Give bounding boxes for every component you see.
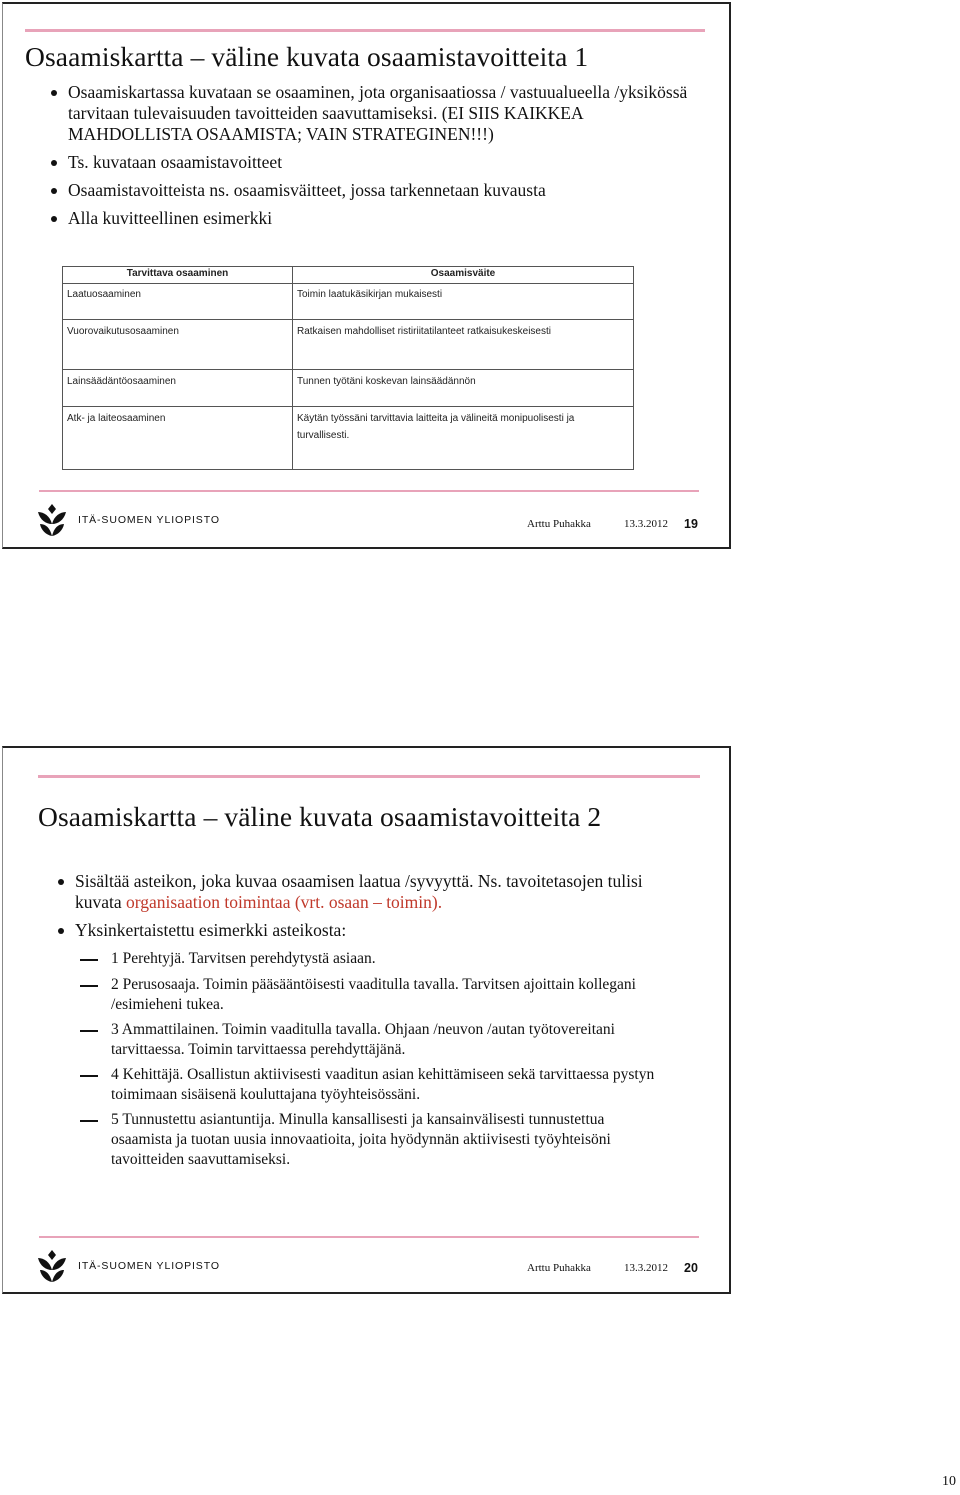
author-label: Arttu Puhakka [527,518,591,530]
bullet-item: Yksinkertaistettu esimerkki asteikosta: [58,920,688,941]
logo-wordmark: ITÄ-SUOMEN YLIOPISTO [78,514,220,526]
footer-rule [39,490,699,492]
bullet-item [58,871,688,913]
table-cell: Vuorovaikutusosaaminen [63,320,293,370]
date-label: 13.3.2012 [624,518,668,530]
slide-number: 20 [684,1261,698,1275]
level-item: 4 Kehittäjä. Osallistun aktiivisesti vaaditun asian kehittämiseen sekä tarvittaessa pystyn toimimaan sisäisenä kouluttajana työyhteisössäni. [80,1065,660,1105]
level-item: 3 Ammattilainen. Toimin vaaditulla tavalla. Ohjaan /neuvon /autan työtovereitani tarvittaessa. Toimin tarvittaessa perehdyttäjänä. [80,1020,660,1060]
competence-table [62,266,634,470]
level-item: 2 Perusosaaja. Toimin pääsääntöisesti vaaditulla tavalla. Tarvitsen ajoittain kollegani /esimieheni tukea. [80,975,660,1015]
column-header: Osaamisväite [293,267,634,284]
footer-rule [39,1236,699,1238]
slide-title: Osaamiskartta – väline kuvata osaamistavoitteita 2 [38,801,602,832]
table-cell: Käytän työssäni tarvittavia laitteita ja välineitä monipuolisesti ja turvallisesti. [293,407,634,470]
date-label: 13.3.2012 [624,1262,668,1274]
uef-leaf-icon [36,502,68,538]
title-rule [38,775,700,778]
bullet-text: Sisältää asteikon, joka kuvaa osaamisen laatua /syvyyttä. Ns. tavoitetasojen tulisi kuvata [75,871,643,912]
sheet-page-number: 10 [942,1474,956,1489]
table-row [63,284,634,320]
slide-19 [2,2,731,549]
table-cell: Tunnen työtäni koskevan lainsäädännön [293,370,634,407]
table-cell: Toimin laatukäsikirjan mukaisesti [293,284,634,320]
table-header-row [63,267,634,284]
uef-leaf-icon [36,1248,68,1284]
bullet-list [51,82,691,229]
bullet-item: Alla kuvitteellinen esimerkki [51,208,691,229]
level-list [80,949,660,1170]
bullet-list [58,871,688,941]
level-item: 5 Tunnustettu asiantuntija. Minulla kansallisesti ja kansainvälisesti tunnustettua osaamista ja tuotan uusia innovaatioita, joita hyödynnän aktiivisesti työyhteisöni tavoitteiden saavuttamiseksi. [80,1110,660,1170]
table-row [63,320,634,370]
bullet-item: Osaamistavoitteista ns. osaamisväitteet, jossa tarkennetaan kuvausta [51,180,691,201]
slide-title: Osaamiskartta – väline kuvata osaamistavoitteita 1 [25,41,589,72]
bullet-item: Osaamiskartassa kuvataan se osaaminen, jota organisaatiossa / vastuualueella /yksikössä tarvitaan tulevaisuuden tavoitteiden saavuttamiseksi. (EI SIIS KAIKKEA MAHDOLLISTA OSAAMISTA; VAIN STRATEGINEN!!!) [51,82,691,145]
highlight-text: organisaation toimintaa (vrt. osaan – toimin). [126,892,443,912]
table-cell: Atk- ja laiteosaaminen [63,407,293,470]
column-header: Tarvittava osaaminen [63,267,293,284]
table-row [63,370,634,407]
table-row [63,407,634,470]
logo-wordmark: ITÄ-SUOMEN YLIOPISTO [78,1260,220,1272]
table-cell: Ratkaisen mahdolliset ristiriitatilanteet ratkaisukeskeisesti [293,320,634,370]
author-label: Arttu Puhakka [527,1262,591,1274]
slide-number: 19 [684,517,698,531]
title-rule [25,29,705,32]
level-item: 1 Perehtyjä. Tarvitsen perehdytystä asiaan. [80,949,660,969]
slide-20 [2,746,731,1294]
bullet-item: Ts. kuvataan osaamistavoitteet [51,152,691,173]
university-logo [36,1248,220,1284]
table-cell: Laatuosaaminen [63,284,293,320]
university-logo [36,502,220,538]
table-cell: Lainsäädäntöosaaminen [63,370,293,407]
